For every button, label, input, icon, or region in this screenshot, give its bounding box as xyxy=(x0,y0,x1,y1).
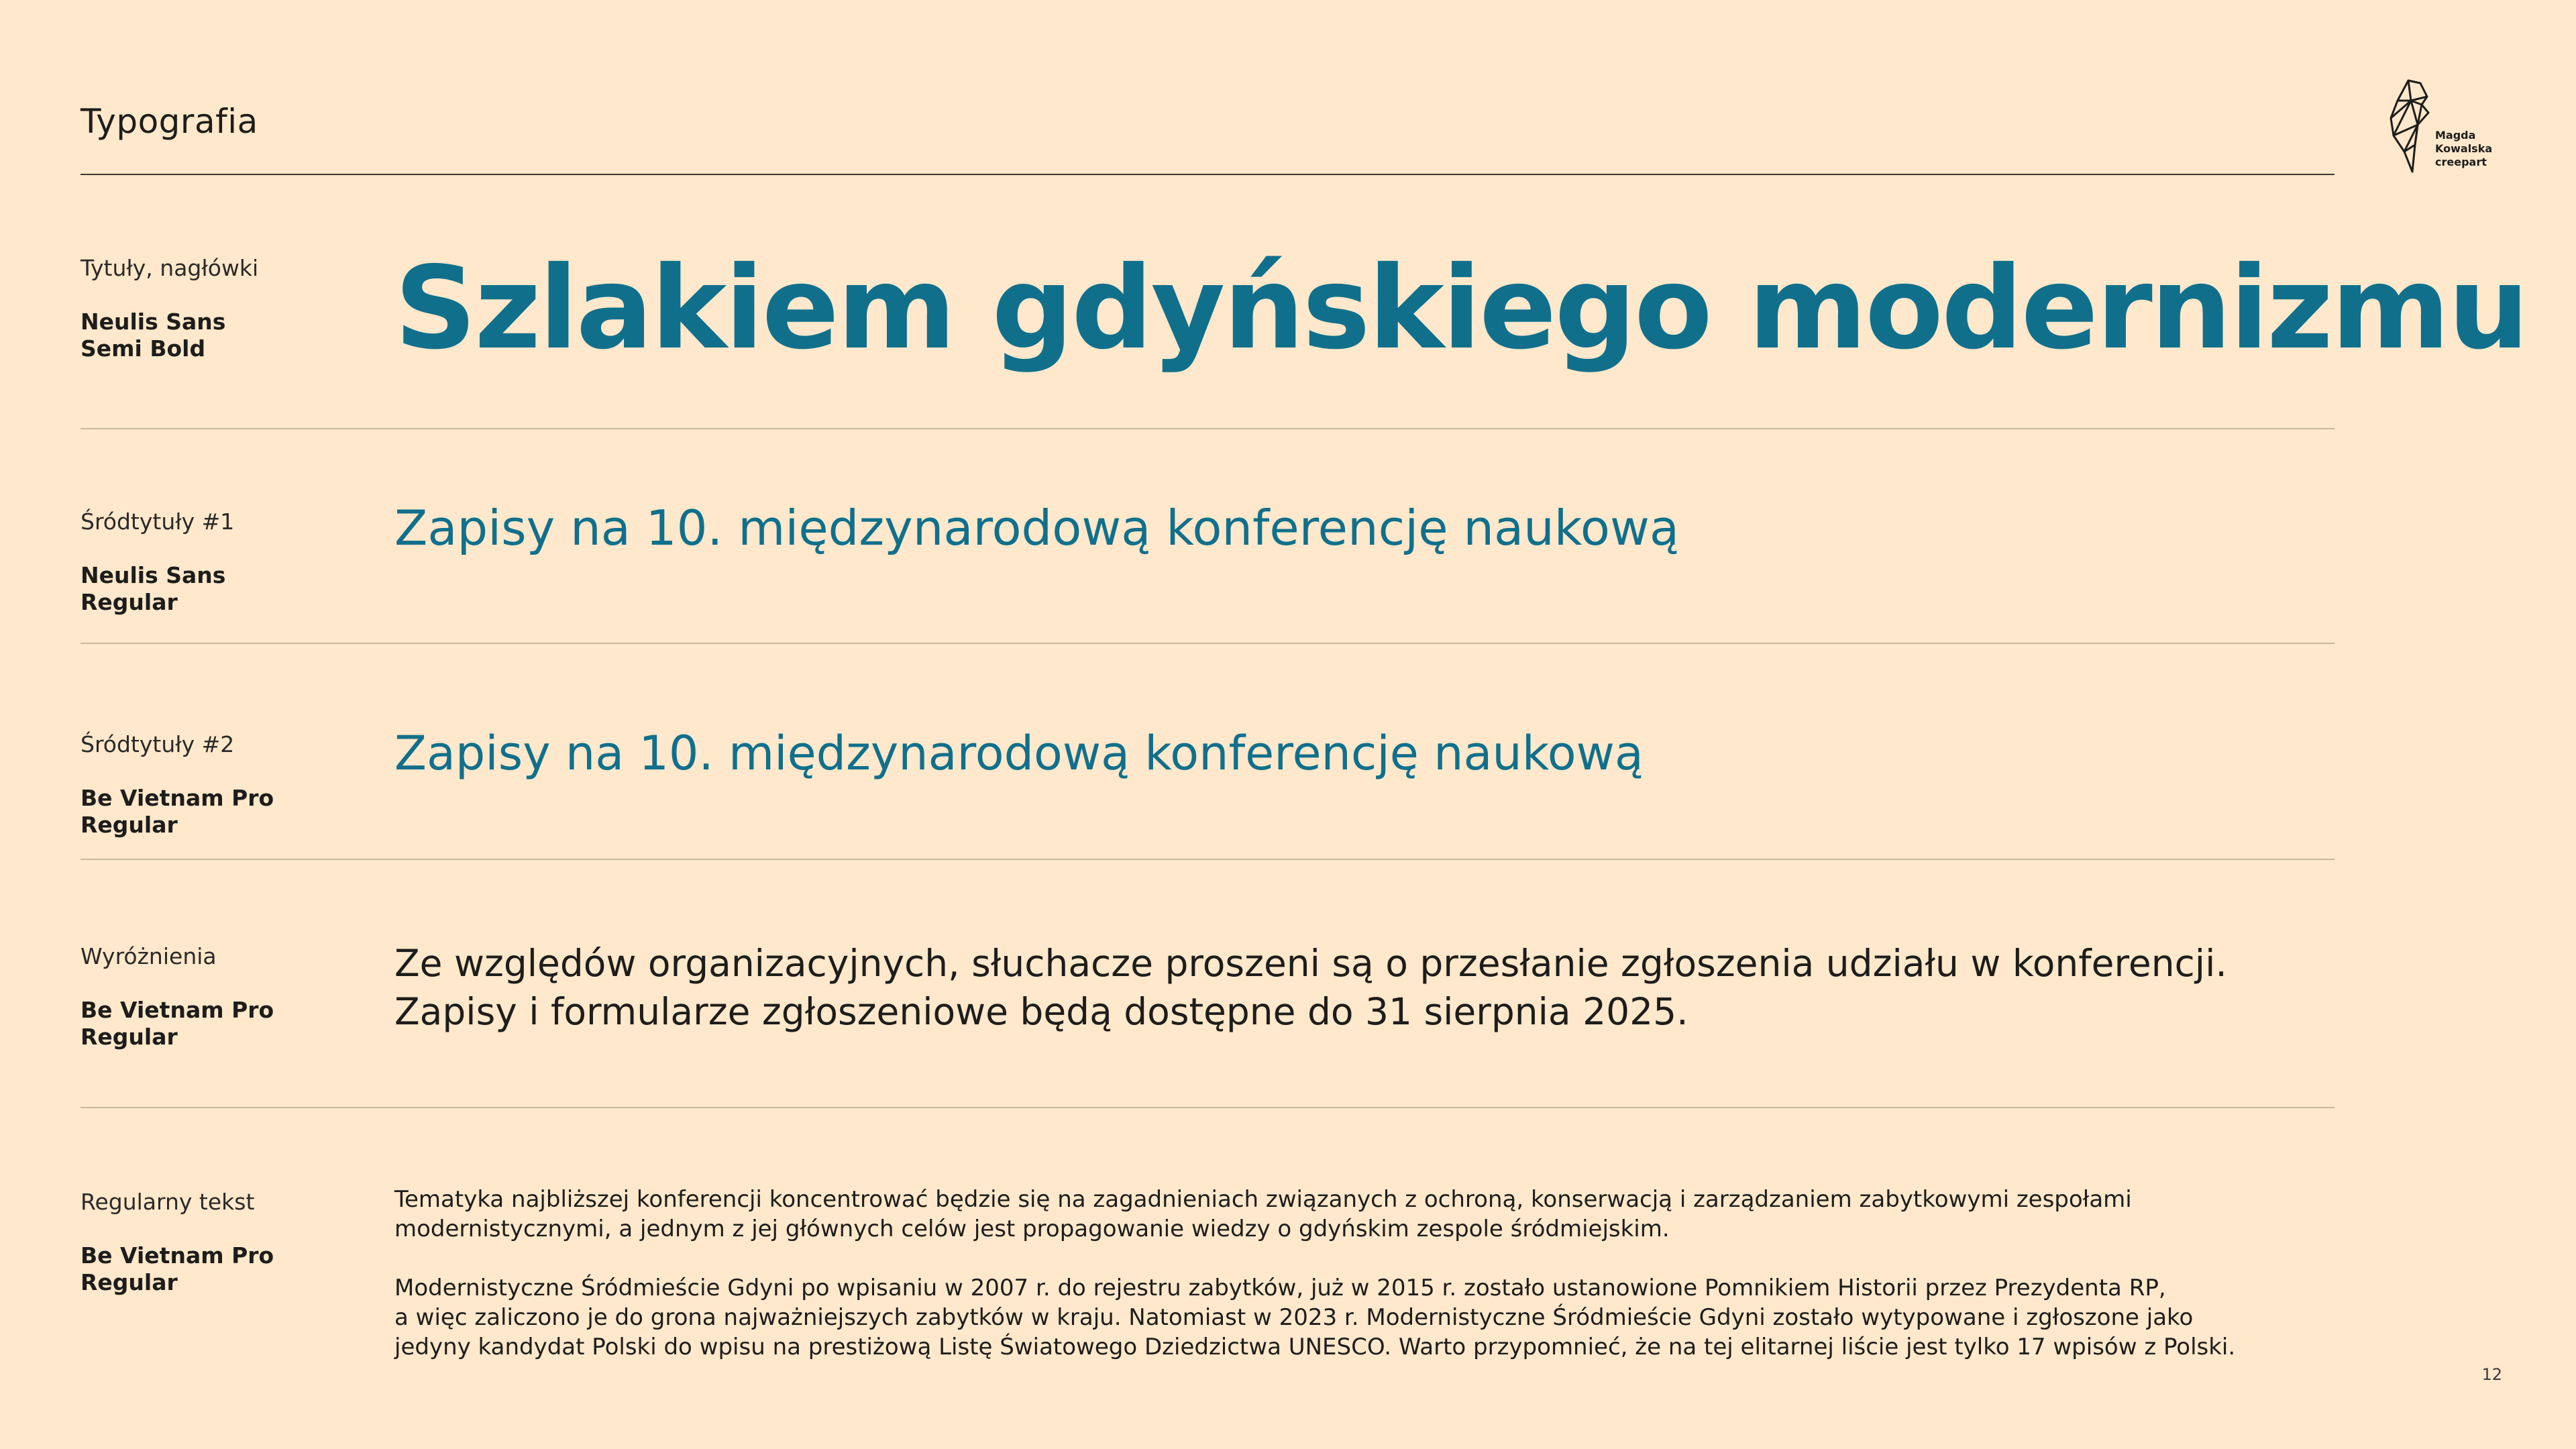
section-label-emphasis xyxy=(80,943,362,1051)
section-label-body-text xyxy=(80,1189,362,1296)
faceted-bird-logo-icon xyxy=(2388,78,2435,178)
body-text-sample xyxy=(394,1185,2340,1362)
font-name-line: Be Vietnam Pro xyxy=(80,1242,274,1269)
body-line: Tematyka najbliższej konferencji koncentrować będzie się na zagadnieniach związanych z ochroną, konserwacją i zarządzaniem zabytkowymi zespołami xyxy=(394,1186,2132,1213)
body-line: jedyny kandydat Polski do wpisu na prestiżową Listę Światowego Dziedzictwa UNESCO. Warto przypomnieć, że na tej elitarnej liście jest tylko 17 wpisów z Polski. xyxy=(394,1334,2236,1360)
font-name xyxy=(80,997,362,1051)
font-name xyxy=(80,562,362,616)
logo-wordmark xyxy=(2435,129,2492,169)
title-sample: Szlakiem gdyńskiego modernizmu xyxy=(394,242,2528,375)
header-divider xyxy=(80,174,2334,175)
font-weight-line: Semi Bold xyxy=(80,335,206,362)
font-name xyxy=(80,1242,362,1296)
logo-line: Kowalska xyxy=(2435,142,2493,155)
logo-line: creepart xyxy=(2435,156,2487,168)
font-name-line: Neulis Sans xyxy=(80,309,226,335)
subtitle-1-sample: Zapisy na 10. międzynarodową konferencję naukową xyxy=(394,500,1679,556)
section-divider xyxy=(80,428,2334,429)
emphasis-line: Ze względów organizacyjnych, słuchacze proszeni są o przesłanie zgłoszenia udziału w konferencji. xyxy=(394,942,2227,985)
section-label: Wyróżnienia xyxy=(80,943,217,969)
section-label: Śródtytuły #2 xyxy=(80,731,235,757)
page-title: Typografia xyxy=(80,102,258,141)
body-line: modernistycznymi, a jednym z jej głównych celów jest propagowanie wiedzy o gdyńskim zespole śródmiejskim. xyxy=(394,1216,1670,1242)
section-label-subtitles-2 xyxy=(80,731,362,839)
brand-logo xyxy=(2388,78,2496,178)
section-label-titles xyxy=(80,255,362,362)
section-label: Tytuły, nagłówki xyxy=(80,255,259,281)
font-weight-line: Regular xyxy=(80,812,178,838)
font-name-line: Be Vietnam Pro xyxy=(80,997,274,1023)
section-label-subtitles-1 xyxy=(80,508,362,616)
subtitle-2-sample: Zapisy na 10. międzynarodową konferencję naukową xyxy=(394,726,1644,781)
font-weight-line: Regular xyxy=(80,589,178,615)
font-weight-line: Regular xyxy=(80,1024,178,1050)
section-divider xyxy=(80,1107,2334,1108)
font-weight-line: Regular xyxy=(80,1269,178,1295)
section-divider xyxy=(80,643,2334,644)
logo-line: Magda xyxy=(2435,129,2476,142)
body-paragraph xyxy=(394,1185,2340,1244)
section-divider xyxy=(80,859,2334,860)
body-line: a więc zaliczono je do grona najważniejszych zabytków w kraju. Natomiast w 2023 r. Modernistyczne Śródmieście Gdyni zostało wytypowane i zgłoszone jako xyxy=(394,1304,2194,1331)
emphasis-line: Zapisy i formularze zgłoszeniowe będą dostępne do 31 sierpnia 2025. xyxy=(394,990,1688,1033)
font-name-line: Neulis Sans xyxy=(80,562,226,588)
font-name xyxy=(80,785,362,839)
section-label: Regularny tekst xyxy=(80,1189,255,1215)
font-name xyxy=(80,309,362,362)
font-name-line: Be Vietnam Pro xyxy=(80,785,274,811)
page-number: 12 xyxy=(2481,1365,2502,1384)
emphasis-sample xyxy=(394,939,2340,1036)
body-line: Modernistyczne Śródmieście Gdyni po wpisaniu w 2007 r. do rejestru zabytków, już w 2015 r. zostało ustanowione Pomnikiem Historii przez Prezydenta RP, xyxy=(394,1275,2166,1301)
body-paragraph xyxy=(394,1273,2340,1362)
section-label: Śródtytuły #1 xyxy=(80,508,235,535)
